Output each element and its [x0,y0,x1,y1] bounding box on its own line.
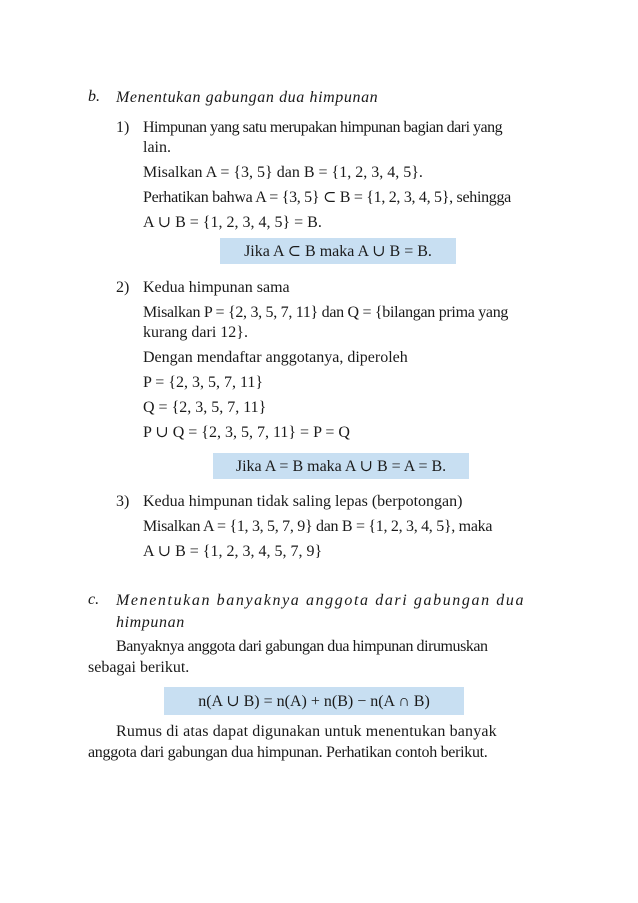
formula-box [164,687,464,715]
section-c-letter: c. [88,591,100,608]
item-1-rule-box: Jika A ⊂ B maka A ∪ B = B. [220,238,456,264]
item-3-line: Misalkan A = {1, 3, 5, 7, 9} dan B = {1, 2, 3, 4, 5}, maka [143,518,493,535]
item-2-line: Dengan mendaftar anggotanya, diperoleh [143,349,408,366]
item-1-line: Perhatikan bahwa A = {3, 5} ⊂ B = {1, 2, 3, 4, 5}, sehingga [143,189,511,206]
item-1-heading-line1: Himpunan yang satu merupakan himpunan bagian dari yang [143,119,503,136]
item-2-line: P ∪ Q = {2, 3, 5, 7, 11} = P = Q [143,424,350,441]
item-3-line: A ∪ B = {1, 2, 3, 4, 5, 7, 9} [143,543,323,560]
item-2-line: Q = {2, 3, 5, 7, 11} [143,399,267,416]
item-1-line: Misalkan A = {3, 5} dan B = {1, 2, 3, 4, 5}. [143,164,423,181]
section-c-title-line2: himpunan [116,614,185,631]
section-c-title-line1: Menentukan banyaknya anggota dari gabungan dua [116,592,526,609]
section-b-letter: b. [88,88,100,105]
section-b-title: Menentukan gabungan dua himpunan [116,89,379,106]
formula: n(A ∪ B) = n(A) + n(B) − n(A ∩ B) [198,693,430,710]
item-1-line: A ∪ B = {1, 2, 3, 4, 5} = B. [143,214,322,231]
item-1-number: 1) [116,119,130,136]
item-2-rule-box: Jika A = B maka A ∪ B = A = B. [213,453,469,479]
paragraph-2-line2: anggota dari gabungan dua himpunan. Perhatikan contoh berikut. [88,744,488,761]
item-2-number: 2) [116,279,130,296]
paragraph-1-line1: Banyaknya anggota dari gabungan dua himpunan dirumuskan [116,638,488,655]
item-2-line: Misalkan P = {2, 3, 5, 7, 11} dan Q = {bilangan prima yang [143,304,509,321]
paragraph-1-line2: sebagai berikut. [88,659,190,676]
item-2-line: kurang dari 12}. [143,324,248,341]
item-2-heading: Kedua himpunan sama [143,279,290,296]
item-2-line: P = {2, 3, 5, 7, 11} [143,374,264,391]
item-1-heading-line2: lain. [143,139,171,156]
item-3-heading: Kedua himpunan tidak saling lepas (berpotongan) [143,493,463,510]
item-3-number: 3) [116,493,130,510]
paragraph-2-line1: Rumus di atas dapat digunakan untuk menentukan banyak [116,723,497,740]
